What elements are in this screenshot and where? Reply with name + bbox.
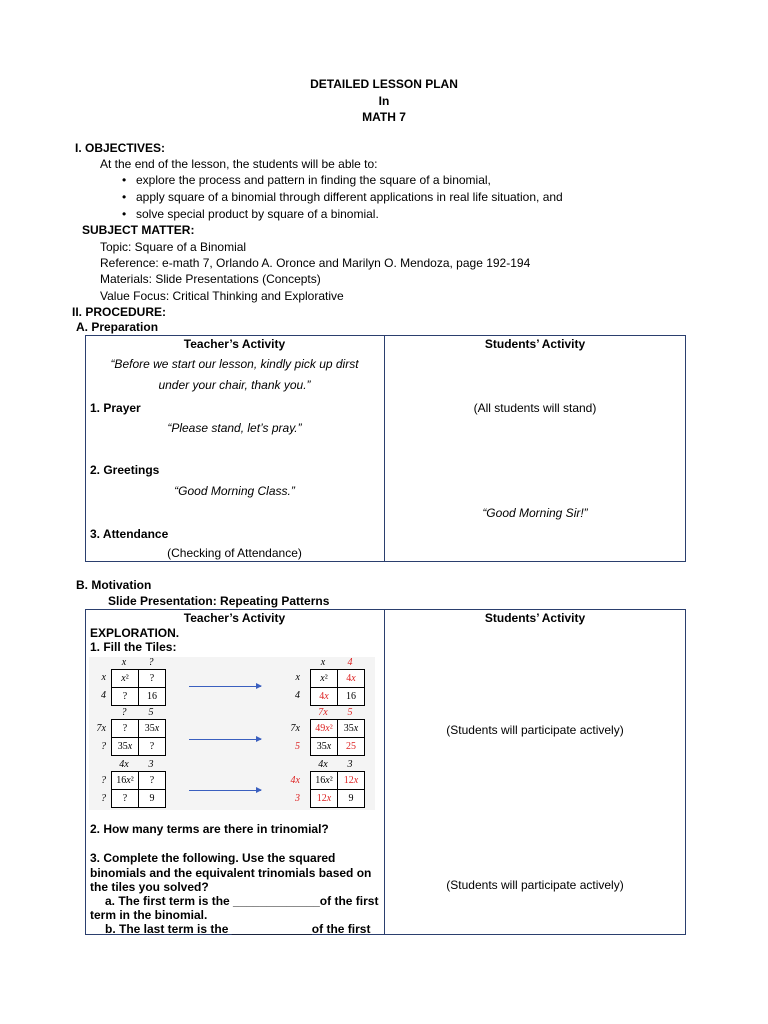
- tile-cell: 16x²: [311, 772, 338, 790]
- value-focus: Value Focus: Critical Thinking and Explorative: [100, 289, 344, 303]
- objective-item: • explore the process and pattern in finding the square of a binomial,: [136, 173, 491, 187]
- prayer-quote: “Please stand, let’s pray.”: [167, 421, 302, 435]
- tile-top-label: 4: [347, 657, 353, 668]
- tile-top-label: x: [320, 657, 326, 668]
- students-response: (Students will participate actively): [446, 723, 624, 737]
- tile-top-label: x: [121, 657, 127, 668]
- greetings-label: 2. Greetings: [90, 463, 160, 477]
- tile-top-label: 5: [148, 707, 154, 718]
- tile-cell: 35x: [139, 720, 166, 738]
- tile-top-label: 3: [148, 759, 154, 770]
- doc-title: DETAILED LESSON PLAN: [310, 77, 458, 91]
- doc-title-in: In: [378, 94, 390, 108]
- arrow-right-icon: [189, 790, 261, 791]
- objectives-intro: At the end of the lesson, the students will be able to:: [100, 157, 378, 171]
- motivation-subheading: Slide Presentation: Repeating Patterns: [108, 594, 330, 608]
- tile-top-label: ?: [148, 657, 154, 668]
- question-3a: a. The first term is the _____________of the first: [105, 894, 379, 908]
- tile-cell: 16: [139, 688, 166, 706]
- teacher-activity-header: Teacher’s Activity: [183, 611, 286, 625]
- tiles-figure: [89, 657, 375, 810]
- tile-side-label: 5: [295, 741, 300, 752]
- tile-cell: x²: [311, 670, 338, 688]
- question-3a: term in the binomial.: [90, 908, 208, 922]
- tile-cell: 9: [338, 790, 365, 808]
- exploration-label: EXPLORATION.: [90, 626, 180, 640]
- objective-item: • solve special product by square of a binomial.: [136, 207, 379, 221]
- students-activity-header: Students’ Activity: [484, 337, 586, 351]
- objectives-heading: I. OBJECTIVES:: [75, 141, 166, 155]
- arrow-right-icon: [189, 686, 261, 687]
- reference: Reference: e-math 7, Orlando A. Oronce and Marilyn O. Mendoza, page 192-194: [100, 256, 531, 270]
- objective-item: • apply square of a binomial through different applications in real life situation, and: [136, 190, 563, 204]
- tile-cell: 25: [338, 738, 365, 756]
- tile-cell: ?: [112, 790, 139, 808]
- tile-side-label: 3: [295, 793, 300, 804]
- tile-grid-answer: [310, 771, 365, 808]
- fill-tiles-label: 1. Fill the Tiles:: [90, 640, 177, 654]
- tile-top-label: 3: [347, 759, 353, 770]
- tile-cell: ?: [139, 738, 166, 756]
- tile-side-label: x: [101, 672, 106, 683]
- tile-cell: 9: [139, 790, 166, 808]
- prayer-label: 1. Prayer: [90, 401, 141, 415]
- tile-cell: ?: [112, 720, 139, 738]
- tile-cell: 49x²: [311, 720, 338, 738]
- tile-side-label: 7x: [96, 723, 106, 734]
- intro-quote: under your chair, thank you.”: [158, 378, 311, 392]
- intro-quote: “Before we start our lesson, kindly pick up dirst: [110, 357, 359, 371]
- tile-cell: 35x: [338, 720, 365, 738]
- materials: Materials: Slide Presentations (Concepts): [100, 272, 321, 286]
- preparation-heading: A. Preparation: [76, 320, 159, 334]
- tile-side-label: 4: [295, 690, 300, 701]
- tile-grid-question: [111, 771, 166, 808]
- students-response: (Students will participate actively): [446, 878, 624, 892]
- tile-top-label: 7x: [318, 707, 328, 718]
- tile-side-label: 4: [101, 690, 106, 701]
- procedure-heading: II. PROCEDURE:: [72, 305, 167, 319]
- tile-side-label: x: [295, 672, 300, 683]
- tile-cell: ?: [112, 688, 139, 706]
- tile-cell: 16x²: [112, 772, 139, 790]
- tile-cell: ?: [139, 772, 166, 790]
- tile-grid-question: [111, 719, 166, 756]
- tile-cell: x²: [112, 670, 139, 688]
- question-3: 3. Complete the following. Use the squared: [90, 851, 336, 865]
- greetings-quote: “Good Morning Class.”: [174, 484, 295, 498]
- question-3: binomials and the equivalent trinomials based on: [90, 866, 372, 880]
- tile-side-label: ?: [101, 775, 106, 786]
- tile-side-label: 7x: [290, 723, 300, 734]
- arrow-right-icon: [189, 739, 261, 740]
- tile-top-label: 5: [347, 707, 353, 718]
- subject-matter-heading: SUBJECT MATTER:: [82, 223, 195, 237]
- tile-grid-answer: [310, 719, 365, 756]
- tile-cell: ?: [139, 670, 166, 688]
- tile-cell: 35x: [112, 738, 139, 756]
- attendance-text: (Checking of Attendance): [167, 546, 302, 560]
- topic: Topic: Square of a Binomial: [100, 240, 247, 254]
- tile-cell: 4x: [338, 670, 365, 688]
- tile-side-label: ?: [101, 741, 106, 752]
- tile-top-label: 4x: [119, 759, 129, 770]
- tile-cell: 4x: [311, 688, 338, 706]
- greetings-response: “Good Morning Sir!”: [482, 506, 588, 520]
- tile-grid-question: [111, 669, 166, 706]
- students-activity-header: Students’ Activity: [484, 611, 586, 625]
- tile-cell: 12x: [311, 790, 338, 808]
- tile-top-label: ?: [121, 707, 127, 718]
- question-3b: b. The last term is the ____________of the first: [105, 922, 371, 936]
- tile-side-label: ?: [101, 793, 106, 804]
- tile-cell: 35x: [311, 738, 338, 756]
- prayer-response: (All students will stand): [473, 401, 597, 415]
- tile-cell: 12x: [338, 772, 365, 790]
- question-3: the tiles you solved?: [90, 880, 209, 894]
- attendance-label: 3. Attendance: [90, 527, 169, 541]
- tile-top-label: 4x: [318, 759, 328, 770]
- motivation-heading: B. Motivation: [76, 578, 152, 592]
- question-2: 2. How many terms are there in trinomial?: [90, 822, 329, 836]
- tile-cell: 16: [338, 688, 365, 706]
- teacher-activity-header: Teacher’s Activity: [183, 337, 286, 351]
- tile-grid-answer: [310, 669, 365, 706]
- doc-subject: MATH 7: [362, 110, 406, 124]
- tile-side-label: 4x: [290, 775, 300, 786]
